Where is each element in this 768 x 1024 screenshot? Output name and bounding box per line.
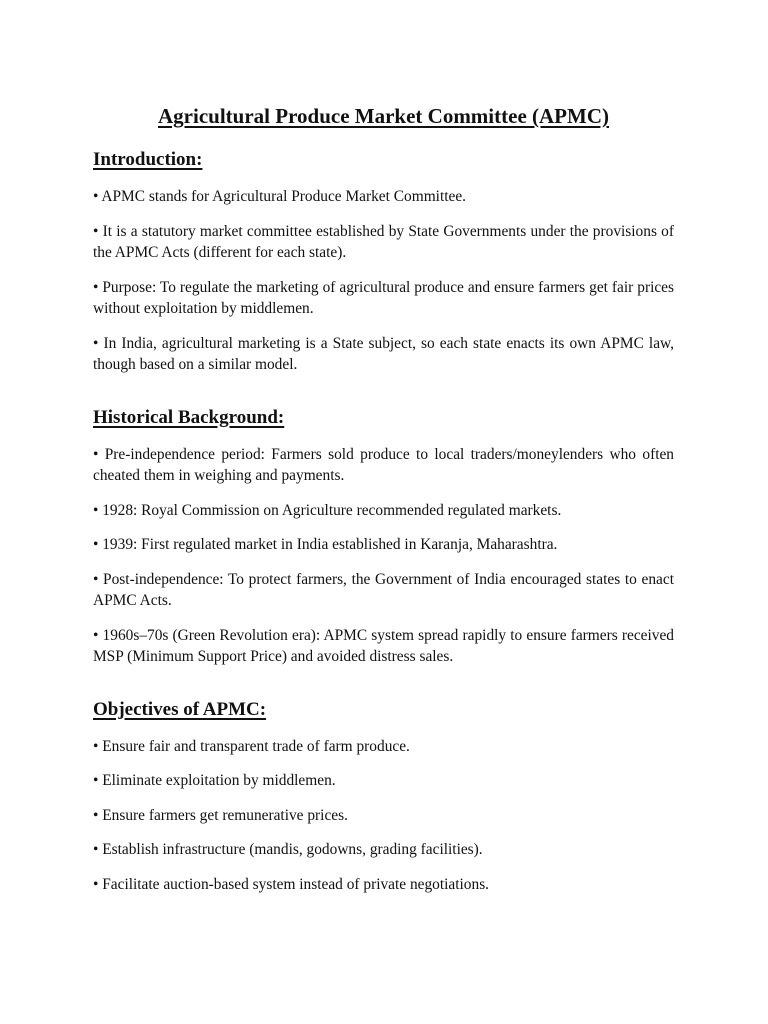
bullet-list-introduction bbox=[93, 186, 674, 376]
section-heading-objectives: Objectives of APMC: bbox=[93, 698, 267, 720]
bullet-item: • Purpose: To regulate the marketing of agricultural produce and ensure farmers get fair prices without exploitation by middlemen. bbox=[93, 278, 674, 317]
bullet-item: • 1960s–70s (Green Revolution era): APMC system spread rapidly to ensure farmers received MSP (Minimum Support Price) and avoided distress sales. bbox=[93, 626, 674, 665]
bullet-item: • 1928: Royal Commission on Agriculture recommended regulated markets. bbox=[93, 501, 562, 519]
bullet-list-objectives bbox=[93, 736, 674, 896]
bullet-item: • Post-independence: To protect farmers, the Government of India encouraged states to enact APMC Acts. bbox=[93, 570, 674, 609]
bullet-item: • Facilitate auction-based system instead of private negotiations. bbox=[93, 875, 490, 893]
bullet-list-historical-background bbox=[93, 444, 674, 668]
section-heading-introduction: Introduction: bbox=[93, 149, 203, 170]
section-introduction bbox=[93, 148, 674, 376]
bullet-item: • APMC stands for Agricultural Produce Market Committee. bbox=[93, 188, 467, 205]
bullet-item: • 1939: First regulated market in India established in Karanja, Maharashtra. bbox=[93, 536, 558, 553]
bullet-item: • Pre-independence period: Farmers sold produce to local traders/moneylenders who often cheated them in weighing and payments. bbox=[93, 445, 674, 484]
bullet-item: • Ensure farmers get remunerative prices. bbox=[93, 806, 348, 824]
section-objectives bbox=[93, 698, 674, 896]
section-heading-historical-background: Historical Background: bbox=[93, 406, 285, 428]
bullet-item: • Establish infrastructure (mandis, godowns, grading facilities). bbox=[93, 841, 483, 858]
bullet-item: • In India, agricultural marketing is a State subject, so each state enacts its own APMC law, though based on a similar model. bbox=[93, 334, 674, 373]
bullet-item: • Eliminate exploitation by middlemen. bbox=[93, 772, 336, 789]
bullet-item: • Ensure fair and transparent trade of farm produce. bbox=[93, 737, 410, 755]
document-title: Agricultural Produce Market Committee (APMC) bbox=[158, 104, 609, 128]
bullet-item: • It is a statutory market committee established by State Governments under the provisions of the APMC Acts (different for each state). bbox=[93, 222, 674, 261]
section-historical-background bbox=[93, 406, 674, 668]
